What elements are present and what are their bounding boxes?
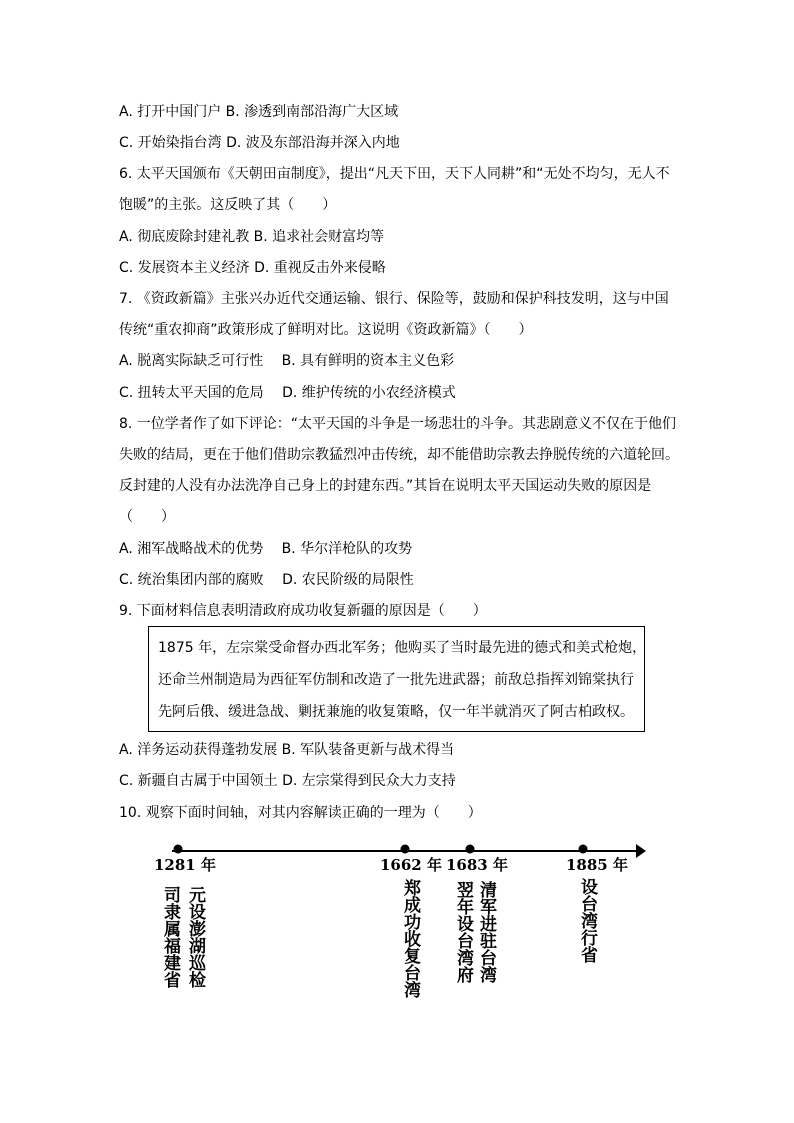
timeline xyxy=(150,836,650,1006)
q6-options-cd: C. 发展资本主义经济 D. 重视反击外来侵略 xyxy=(119,260,386,276)
event-1662-col: 郑成功收复台湾 xyxy=(400,879,420,998)
material-line: 1875 年，左宗棠受命督办西北军务；他购买了当时最先进的德式和美式枪炮， xyxy=(158,640,647,656)
q8-stem-line4: （ ） xyxy=(119,509,175,525)
q9-options-cd: C. 新疆自古属于中国领土 D. 左宗棠得到民众大力支持 xyxy=(119,773,456,789)
q8-stem-line2: 失败的结局，更在于他们借助宗教猛烈冲击传统，却不能借助宗教去挣脱传统的六道轮回。 xyxy=(119,447,679,463)
timeline-dot-1683 xyxy=(466,845,475,854)
q5-options-cd: C. 开始染指台湾 D. 波及东部沿海并深入内地 xyxy=(119,135,400,151)
q8-stem-line3: 反封建的人没有办法洗净自己身上的封建东西。”其旨在说明太平天国运动失败的原因是 xyxy=(119,478,652,494)
q6-options-ab: A. 彻底废除封建礼教 B. 追求社会财富均等 xyxy=(119,229,385,245)
q5-options-ab: A. 打开中国门户 B. 渗透到南部沿海广大区域 xyxy=(119,104,399,120)
event-1683-col-a: 翌年设台湾府 xyxy=(453,881,473,983)
timeline-dot-1281 xyxy=(174,845,183,854)
material-line: 先阿后俄、缓进急战、剿抚兼施的收复策略，仅一年半就消灭了阿古柏政权。 xyxy=(158,704,634,720)
q7-stem-line1: 7. 《资政新篇》主张兴办近代交通运输、银行、保险等，鼓励和保护科技发明，这与中国 xyxy=(119,291,669,307)
event-1683-col-b: 清军进驻台湾 xyxy=(476,881,496,983)
material-line: 还命兰州制造局为西征军仿制和改造了一批先进武器；前敌总指挥刘锦棠执行 xyxy=(158,672,634,688)
q7-options-ab: A. 脱离实际缺乏可行性 B. 具有鲜明的资本主义色彩 xyxy=(119,353,455,369)
q6-stem-line1: 6. 太平天国颁布《天朝田亩制度》，提出“凡天下田，天下人同耕”和“无处不均匀，无人不 xyxy=(119,166,670,182)
q8-options-cd: C. 统治集团内部的腐败 D. 农民阶级的局限性 xyxy=(119,572,414,588)
material-box xyxy=(148,626,645,732)
timeline-dot-1662 xyxy=(401,845,410,854)
year-1683: 1683 年 xyxy=(446,856,508,874)
event-1281-col-a: 司隶属福建省 xyxy=(160,886,180,988)
event-1281-col-b: 元设澎湖巡检 xyxy=(185,886,205,988)
timeline-dot-1885 xyxy=(579,845,588,854)
timeline-arrow-icon xyxy=(636,844,646,858)
q10-stem: 10. 观察下面时间轴，对其内容解读正确的一理为（ ） xyxy=(119,805,482,821)
year-1662: 1662 年 xyxy=(380,856,442,874)
q7-options-cd: C. 扭转太平天国的危局 D. 维护传统的小农经济模式 xyxy=(119,385,456,401)
year-1885: 1885 年 xyxy=(566,856,628,874)
event-1885-col: 设台湾行省 xyxy=(577,878,597,963)
year-1281: 1281 年 xyxy=(154,856,216,874)
q8-stem-line1: 8. 一位学者作了如下评论：“太平天国的斗争是一场悲壮的斗争。其悲剧意义不仅在于他们 xyxy=(119,416,677,432)
q9-options-ab: A. 洋务运动获得蓬勃发展 B. 军队装备更新与战术得当 xyxy=(119,742,455,758)
q9-stem: 9. 下面材料信息表明清政府成功收复新疆的原因是（ ） xyxy=(119,603,487,619)
q8-options-ab: A. 湘军战略战术的优势 B. 华尔洋枪队的攻势 xyxy=(119,541,413,557)
q7-stem-line2: 传统“重农抑商”政策形成了鲜明对比。这说明《资政新篇》（ ） xyxy=(119,322,533,338)
q6-stem-line2: 饱暖”的主张。这反映了其（ ） xyxy=(119,197,337,213)
